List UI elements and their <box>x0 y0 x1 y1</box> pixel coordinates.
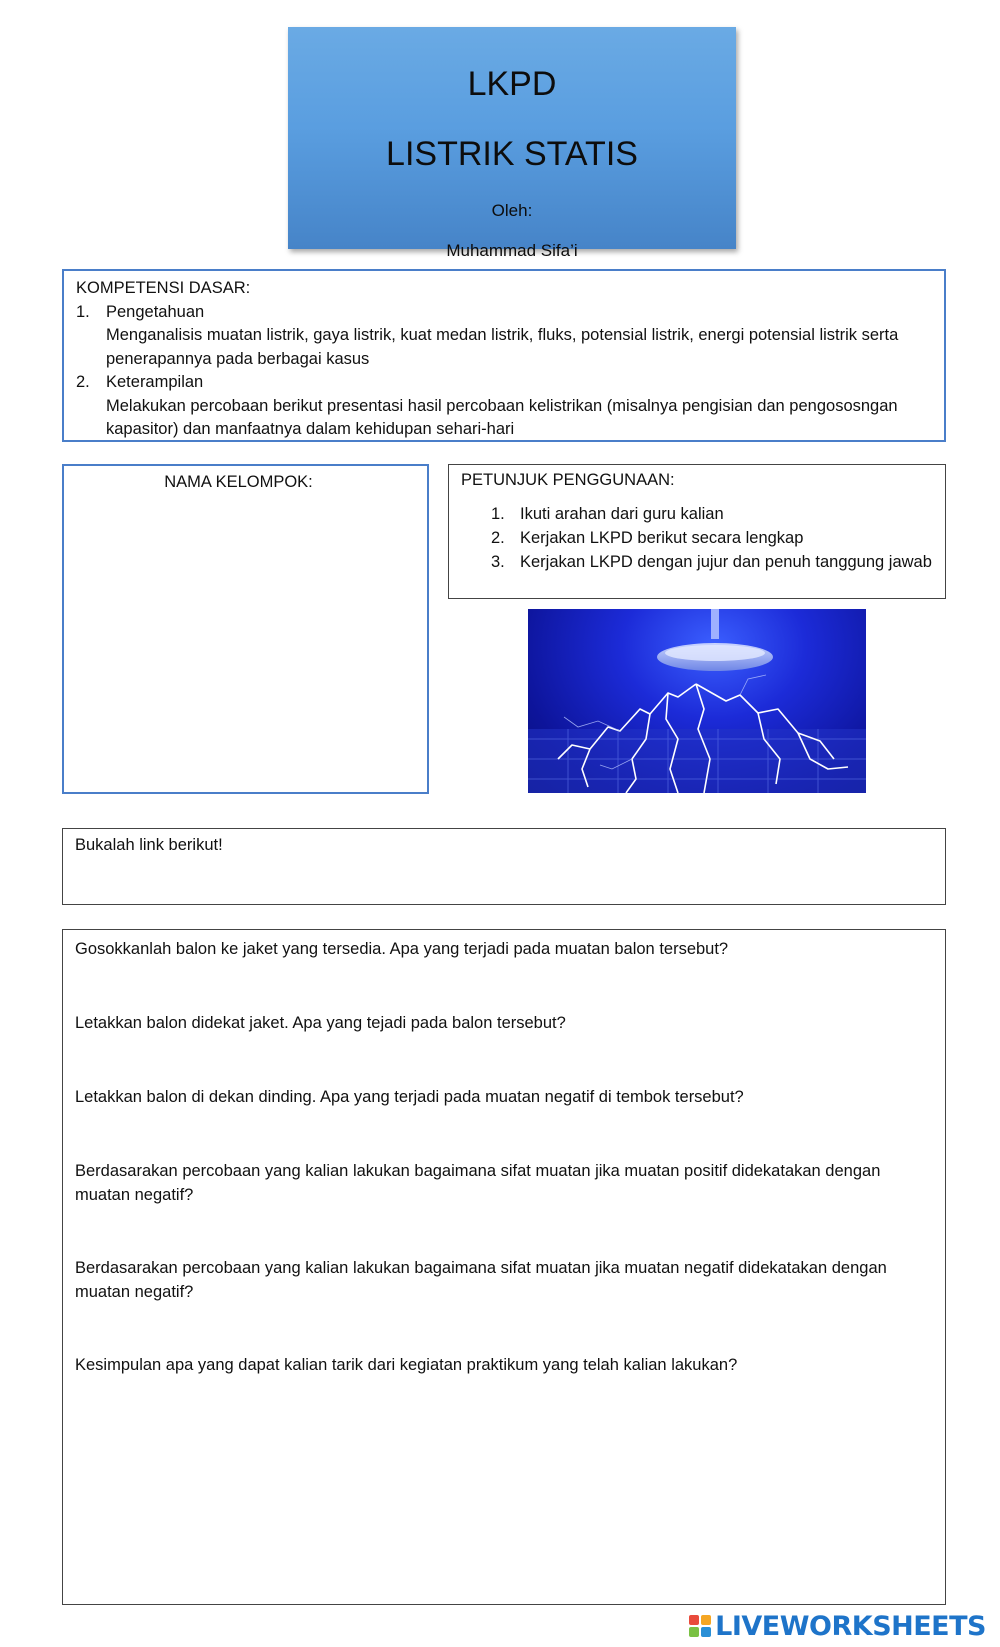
item-title: Pengetahuan <box>106 302 205 321</box>
list-item <box>491 502 933 526</box>
item-text: Ikuti arahan dari guru kalian <box>520 505 724 523</box>
liveworksheets-logo-icon <box>689 1615 711 1637</box>
item-number: 1. <box>76 302 90 321</box>
petunjuk-heading: PETUNJUK PENGGUNAAN: <box>461 471 675 489</box>
list-item <box>491 550 933 574</box>
item-title: Keterampilan <box>106 373 204 391</box>
logo-square <box>689 1627 699 1637</box>
logo-square <box>701 1615 711 1625</box>
link-instruction: Bukalah link berikut! <box>75 836 223 854</box>
kompetensi-item <box>76 301 932 325</box>
item-number: 2. <box>491 529 505 547</box>
kompetensi-heading: KOMPETENSI DASAR: <box>76 279 251 297</box>
list-item <box>491 526 933 550</box>
item-number: 1. <box>491 505 505 523</box>
question-4: Berdasarakan percobaan yang kalian lakukan bagaimana sifat muatan jika muatan positif didekatakan dengan muatan negatif? <box>75 1162 881 1204</box>
logo-square <box>701 1627 711 1637</box>
nama-kelompok-label: NAMA KELOMPOK: <box>164 473 313 491</box>
kompetensi-item <box>76 371 932 395</box>
logo-square <box>689 1615 699 1625</box>
question-3: Letakkan balon di dekan dinding. Apa yang terjadi pada muatan negatif di tembok tersebut? <box>75 1088 744 1106</box>
author-label: Oleh: <box>491 201 533 220</box>
title-banner <box>288 27 736 260</box>
item-body: Melakukan percobaan berikut presentasi hasil percobaan kelistrikan (misalnya pengisian dan pengososngan kapasitor) dan manfaatnya dalam kehidupan sehari-hari <box>106 396 898 438</box>
item-text: Kerjakan LKPD berikut secara lengkap <box>520 529 804 547</box>
link-box[interactable] <box>62 828 946 905</box>
petunjuk-box <box>448 464 946 599</box>
item-number: 2. <box>76 373 90 391</box>
item-text: Kerjakan LKPD dengan jujur dan penuh tanggung jawab <box>520 553 932 571</box>
kompetensi-dasar-box <box>62 269 946 442</box>
question-5: Berdasarakan percobaan yang kalian lakukan bagaimana sifat muatan jika muatan negatif didekatakan dengan muatan negatif? <box>75 1259 887 1301</box>
author-name: Muhammad Sifa’i <box>446 241 578 260</box>
item-body: Menganalisis muatan listrik, gaya listrik, kuat medan listrik, fluks, potensial listrik, energi potensial listrik serta penerapannya pada berbagai kasus <box>106 326 899 368</box>
question-2: Letakkan balon didekat jaket. Apa yang tejadi pada balon tersebut? <box>75 1014 566 1032</box>
lightning-discharge-icon <box>528 609 866 793</box>
brand-name: LIVEWORKSHEETS <box>715 1610 986 1642</box>
item-number: 3. <box>491 553 505 571</box>
petunjuk-list <box>461 502 933 574</box>
title-lkpd: LKPD <box>467 65 557 103</box>
liveworksheets-brand[interactable] <box>689 1612 986 1640</box>
question-6: Kesimpulan apa yang dapat kalian tarik dari kegiatan praktikum yang telah kalian lakukan? <box>75 1356 738 1374</box>
question-1: Gosokkanlah balon ke jaket yang tersedia. Apa yang terjadi pada muatan balon tersebut? <box>75 940 729 958</box>
lightning-photo <box>528 609 866 793</box>
nama-kelompok-box[interactable] <box>62 464 429 794</box>
title-topic: LISTRIK STATIS <box>386 135 638 173</box>
questions-box <box>62 929 946 1605</box>
